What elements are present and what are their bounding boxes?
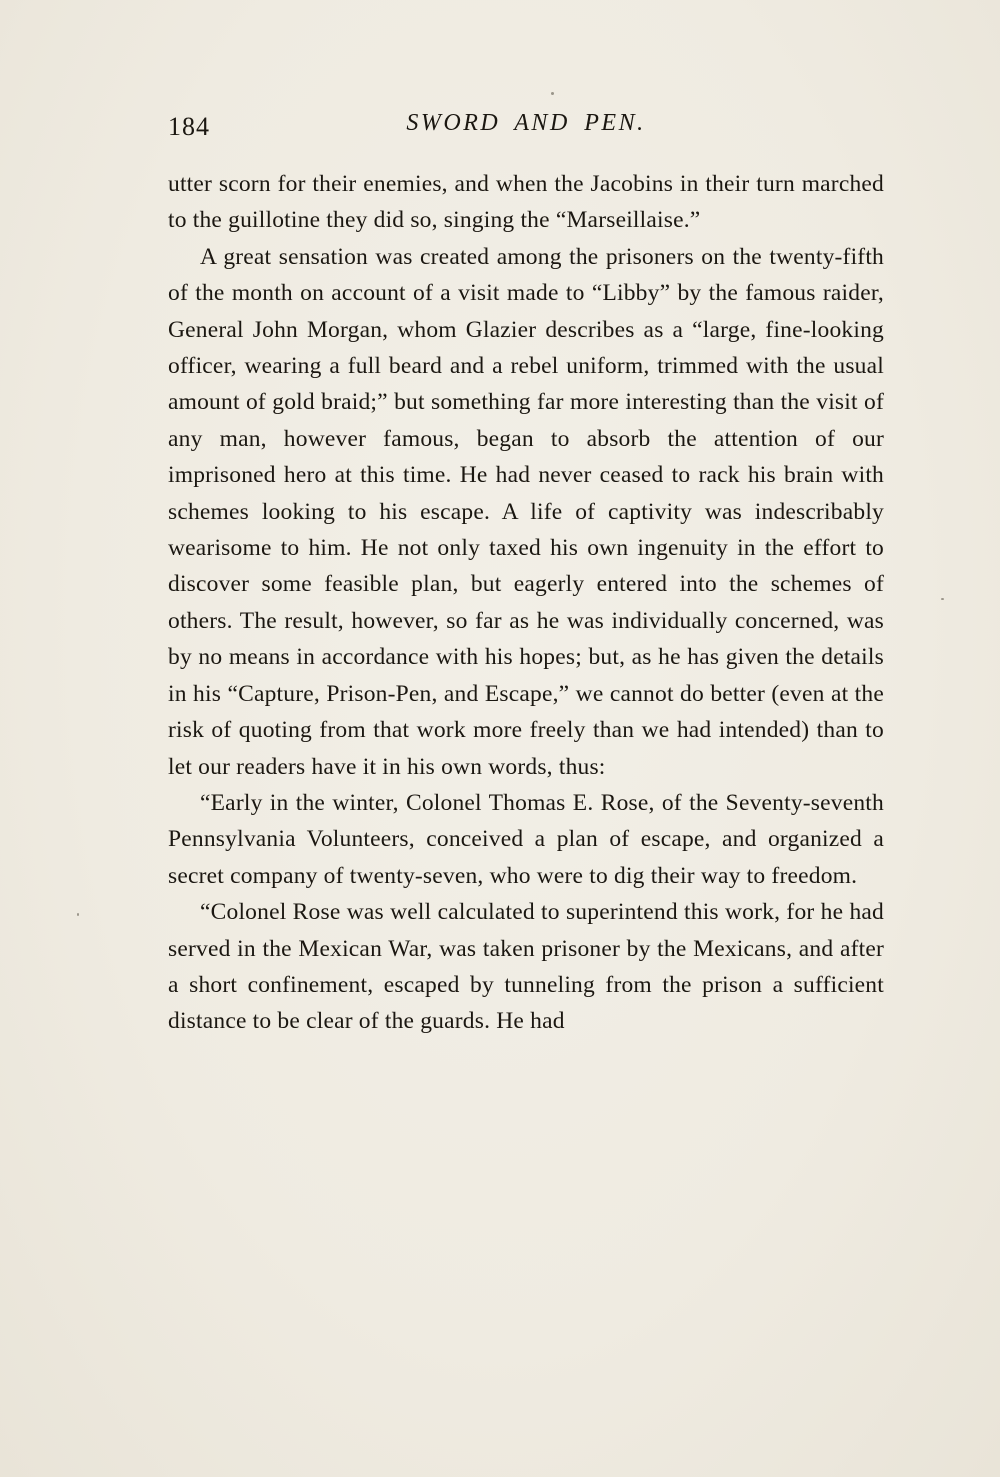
scan-speck <box>941 598 944 600</box>
page-header <box>168 110 884 150</box>
scan-speck <box>551 92 554 95</box>
text-block <box>168 166 884 1040</box>
paragraph: “Colonel Rose was well calculated to superintend this work, for he had served in the Mexican War, was taken prisoner by the Mexicans, and after a short confinement, escaped by tunneling from the prison a sufficient distance to be clear of the guards. He had <box>168 899 884 1035</box>
paragraph: A great sensation was created among the prisoners on the twenty-fifth of the month on account of a visit made to “Libby” by the famous raider, General John Morgan, whom Glazier describes as a “large, fine-looking officer, wearing a full beard and a rebel uniform, trimmed with the usual amount of gold braid;” but something far more interesting than the visit of any man, however famous, began to absorb the attention of our imprisoned hero at this time. He had never ceased to rack his brain with schemes looking to his escape. A life of captivity was indescribably wearisome to him. He not only taxed his own ingenuity in the effort to discover some feasible plan, but eagerly entered into the schemes of others. The result, however, so far as he was individually concerned, was by no means in accordance with his hopes; but, as he has given the details in his “Capture, Prison-Pen, and Escape,” we cannot do better (even at the risk of quoting from that work more freely than we had intended) than to let our readers have it in his own words, thus: <box>168 243 884 780</box>
paragraph: “Early in the winter, Colonel Thomas E. Rose, of the Seventy-seventh Pennsylvania Volunteers, conceived a plan of escape, and organized a secret company of twenty-seven, who were to dig their way to freedom. <box>168 789 884 889</box>
scan-speck <box>77 913 79 916</box>
page-number: 184 <box>168 112 210 141</box>
running-head-title: SWORD AND PEN. <box>406 110 646 136</box>
paragraph: utter scorn for their enemies, and when the Jacobins in their turn marched to the guillotine they did so, singing the “Marseillaise.” <box>168 171 884 234</box>
